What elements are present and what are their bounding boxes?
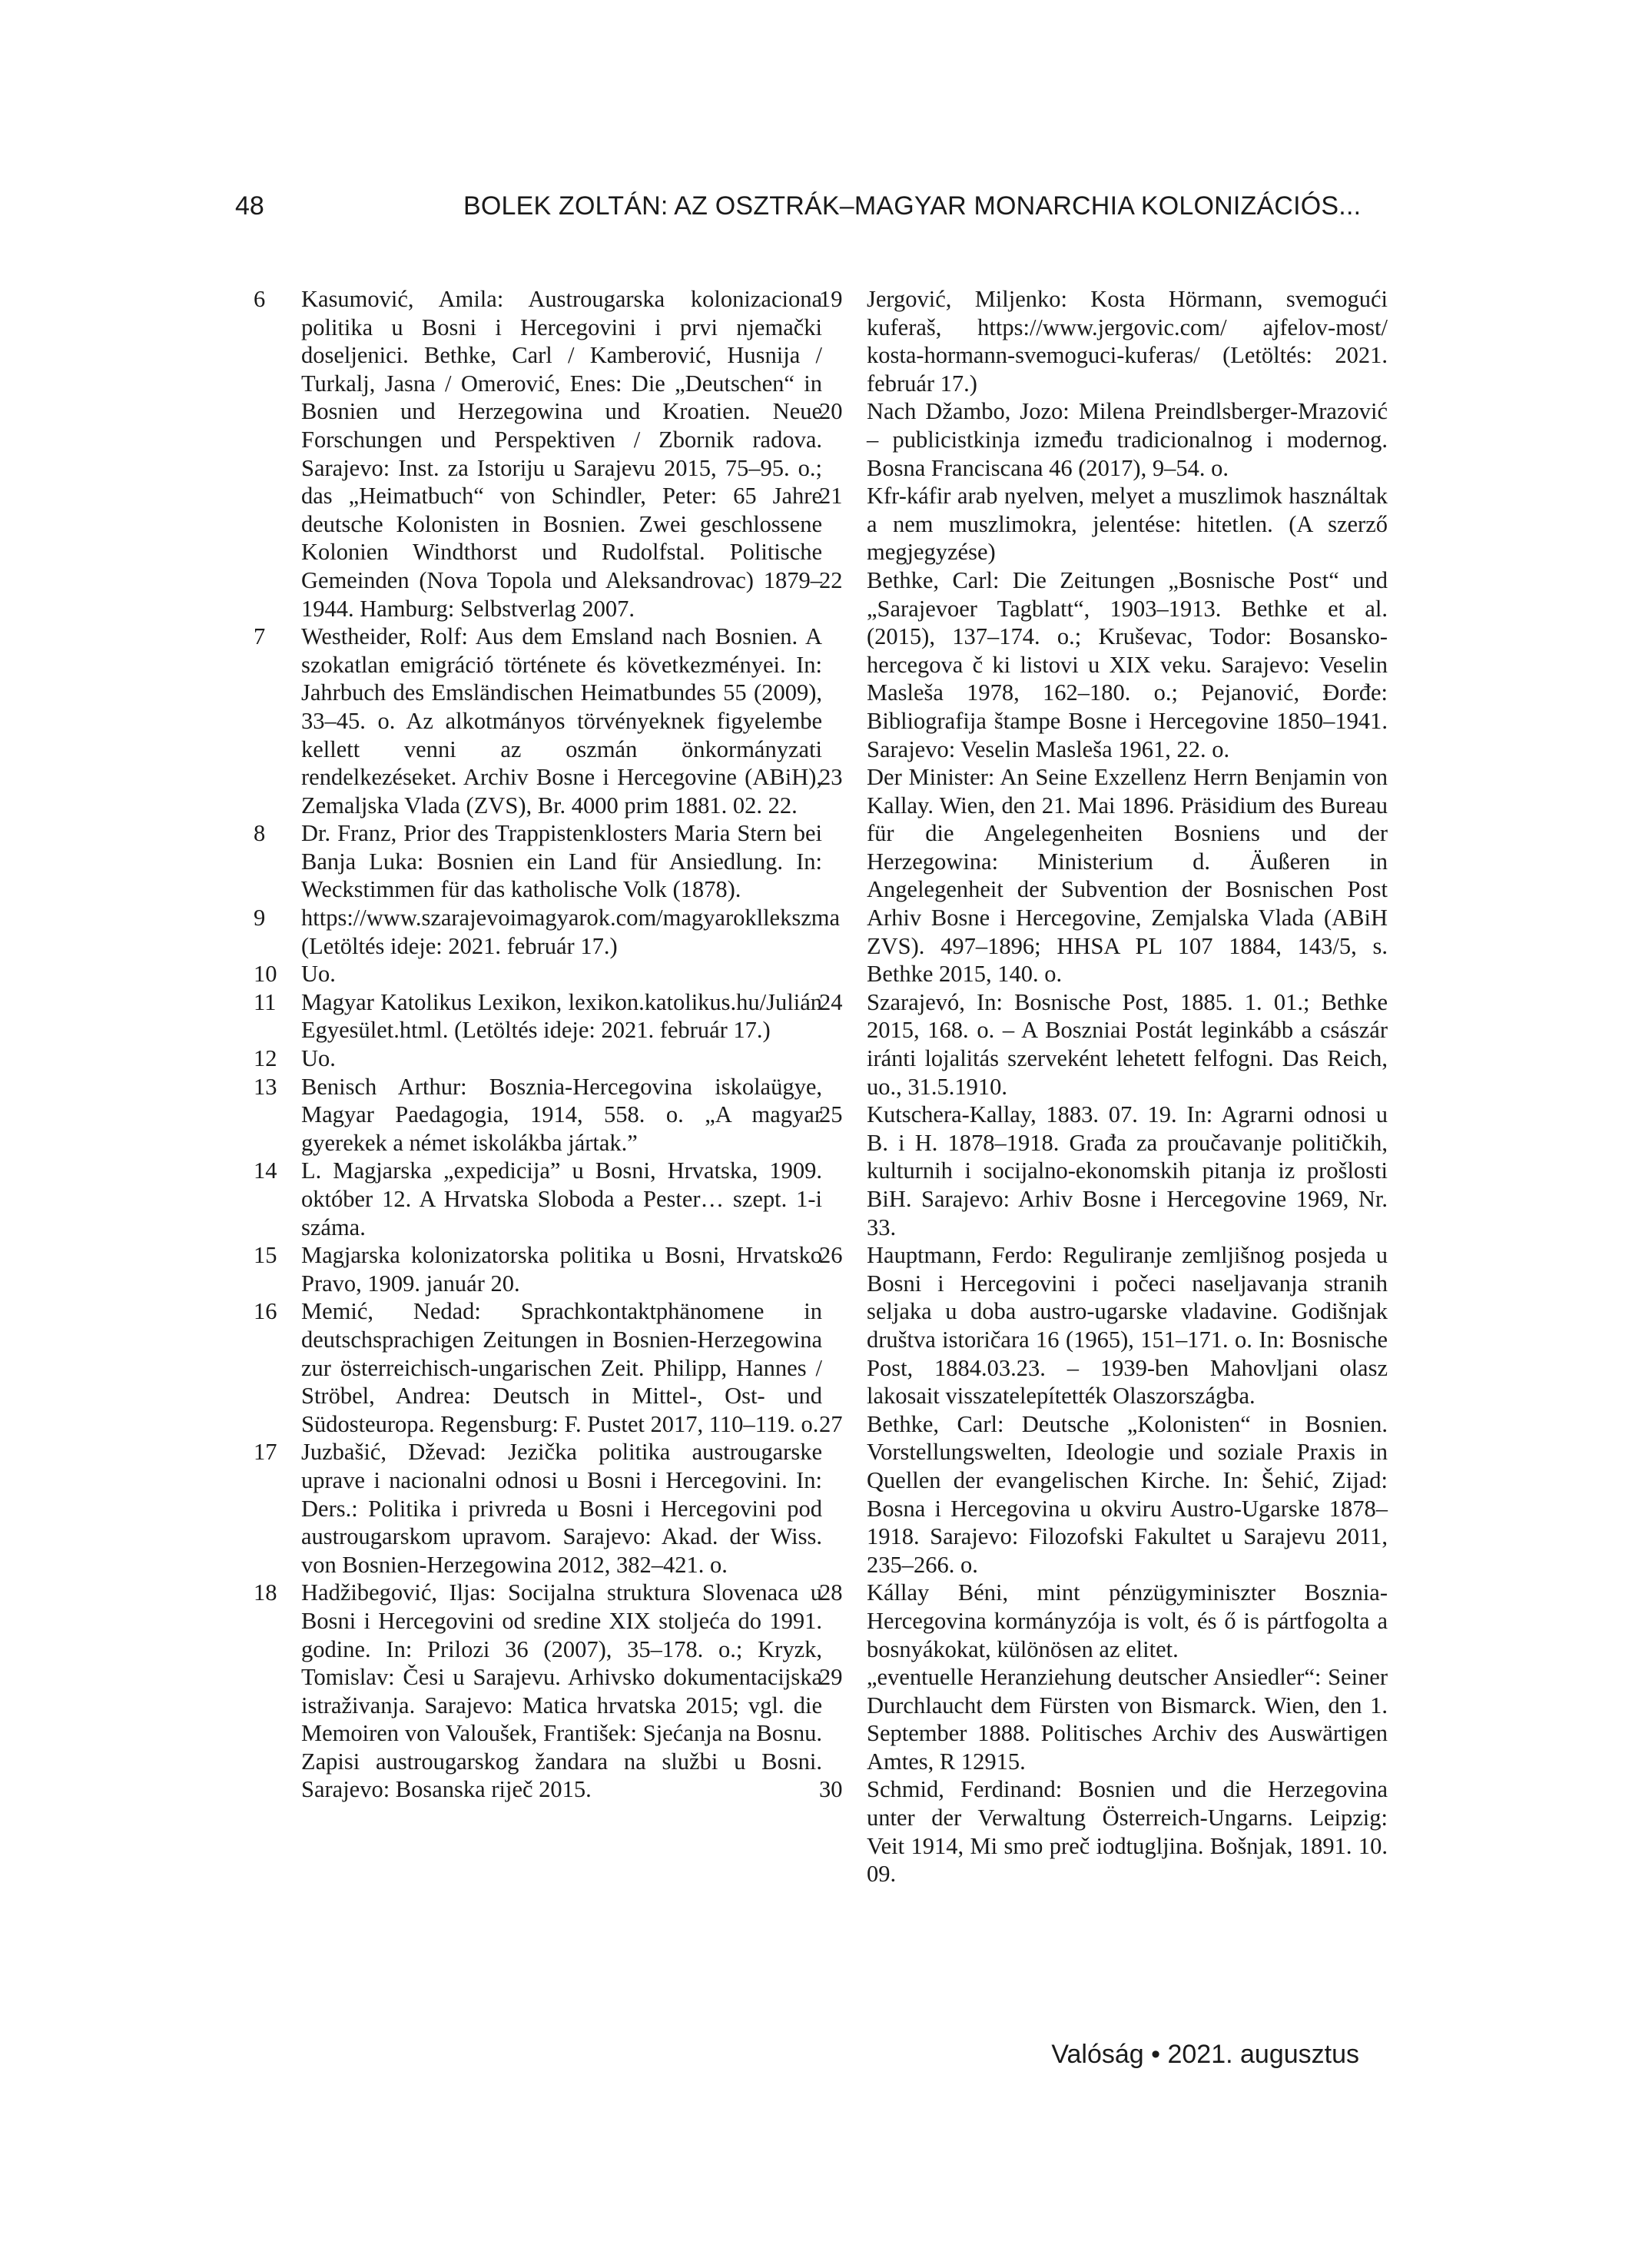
footnote-text: Uo. [301,1045,336,1072]
footnote-number: 27 [819,1410,843,1437]
footnote-number: 19 [819,286,843,312]
footnote [254,1241,899,1297]
footnote-text: Uo. [301,961,336,988]
footnote-number: 11 [254,988,277,1015]
footnote [254,1579,899,1804]
footnote-text: Der Minister: An Seine Exzellenz Herrn Benjamin von Kallay. Wien, den 21. Mai 1896. Präsidium des Bureau für die Angelegenheiten Bosniens und der Herzegowina: Ministerium d. Äußeren in Angelegenheit der Subvention der Bosnischen Post Arhiv Bosne i Hercegovine, Zemjalska Vlada (ABiH ZVS). 497–1896; HHSA PL 107 1884, 143/5, s. Bethke 2015, 140. o. [867,764,1388,988]
footnote-number: 14 [254,1157,277,1184]
footnote-text: Magjarska kolonizatorska politika u Bosni, Hrvatsko Pravo, 1909. január 20. [301,1242,822,1297]
journal-footer: Valóság • 2021. augusztus [1051,2040,1359,2069]
footnote-number: 17 [254,1439,277,1466]
footnote-text: Jergović, Miljenko: Kosta Hörmann, svemogući kuferaš, https://www.jergovic.com/ ajfelov-most/ kosta-hormann-svemoguci-kuferas/ (Letöltés: 2021. február 17.) [867,286,1388,397]
footnote-number: 23 [819,764,843,791]
footnote-number: 28 [819,1579,843,1606]
footnote [819,1663,1464,1775]
footnote [819,1775,1464,1888]
footnote-number: 6 [254,286,266,312]
footnote-number: 9 [254,905,266,931]
footnote-text: Hadžibegović, Iljas: Socijalna struktura Slovenaca u Bosni i Hercegovini od sredine XIX stoljeća do 1991. godine. In: Prilozi 36 (2007), 35–178. o.; Kryzk, Tomislav: Česi u Sarajevu. Arhivsko dokumentacijska istraživanja. Sarajevo: Matica hrvatska 2015; vgl. die Memoiren von Valoušek, František: Sjećanja na Bosnu. Zapisi austrougarskog žandara na službi u Bosni. Sarajevo: Bosanska riječ 2015. [301,1579,822,1803]
footnote-number: 30 [819,1776,843,1803]
footnote [254,623,899,819]
footnote [254,1157,899,1241]
footnote-text: Kfr-káfir arab nyelven, melyet a muszlimok használtak a nem muszlimokra, jelentése: hitetlen. (A szerző megjegyzése) [867,483,1388,566]
footnote [254,1073,899,1157]
footnote-text: L. Magjarska „expedicija” u Bosni, Hrvatska, 1909. október 12. A Hrvatska Sloboda a Pester… szept. 1-i száma. [301,1157,822,1240]
footnote-number: 21 [819,483,843,510]
footnote-text: Westheider, Rolf: Aus dem Emsland nach Bosnien. A szokatlan emigráció története és következményei. In: Jahrbuch des Emsländischen Heimatbundes 55 (2009), 33–45. o. Az alkotmányos törvényeknek figyelembe kellett venni az oszmán önkormányzati rendelkezéseket. Archiv Bosne i Hercegovine (ABiH), Zemaljska Vlada (ZVS), Br. 4000 prim 1881. 02. 22. [301,623,822,819]
footnote [819,397,1464,482]
footnote-text: Benisch Arthur: Bosznia-Hercegovina iskolaügye, Magyar Paedagogia, 1914, 558. o. „A magyar gyerekek a német iskolákba jártak.” [301,1073,822,1156]
footnote-text: Bethke, Carl: Die Zeitungen „Bosnische Post“ und „Sarajevoer Tagblatt“, 1903–1913. Bethke et al. (2015), 137–174. o.; Kruševac, Todor: Bosansko-hercegova č ki listovi u XIX veku. Sarajevo: Veselin Masleša 1978, 162–180. o.; Pejanović, Đorđe: Bibliografija štampe Bosne i Hercegovine 1850–1941. Sarajevo: Veselin Masleša 1961, 22. o. [867,566,1388,762]
footnote [819,988,1464,1101]
footnote [819,1241,1464,1410]
footnote-text: https://www.szarajevoimagyarok.com/magyarokllekszma (Letöltés ideje: 2021. február 17.) [301,905,841,959]
footnote-text: Dr. Franz, Prior des Trappistenklosters Maria Stern bei Banja Luka: Bosnien ein Land für Ansiedlung. In: Weckstimmen für das katholische Volk (1878). [301,820,822,903]
footnote-number: 12 [254,1045,277,1072]
footnote-number: 16 [254,1298,277,1325]
footnotes-right-column [819,285,1464,1888]
footnote [254,285,899,623]
footnote-text: Memić, Nedad: Sprachkontaktphänomene in deutschsprachigen Zeitungen in Bosnien-Herzegowina zur österreichisch-ungarischen Zeit. Philipp, Hannes / Ströbel, Andrea: Deutsch in Mittel-, Ost- und Südosteuropa. Regensburg: F. Pustet 2017, 110–119. o. [301,1298,822,1437]
footnote-text: Kutschera-Kallay, 1883. 07. 19. In: Agrarni odnosi u B. i H. 1878–1918. Građa za proučavanje političkih, kulturnih i socijalno-ekonomskih pitanja iz prošlosti BiH. Sarajevo: Arhiv Bosne i Hercegovine 1969, Nr. 33. [867,1101,1388,1240]
footnote-number: 13 [254,1073,277,1100]
footnote [254,904,899,960]
footnote [254,1438,899,1579]
footnote-number: 18 [254,1579,277,1606]
footnote-text: Kállay Béni, mint pénzügyminiszter Bosznia-Hercegovina kormányzója is volt, és ő is pártfogolta a bosnyákokat, különösen az elitet. [867,1579,1388,1662]
footnote [819,482,1464,566]
footnote [819,1579,1464,1663]
footnote [254,1297,899,1438]
footnote [254,960,899,988]
footnote [819,566,1464,763]
footnote-text: Schmid, Ferdinand: Bosnien und die Herzegovina unter der Verwaltung Österreich-Ungarns. Leipzig: Veit 1914, Mi smo preč iodtugljina. Bošnjak, 1891. 10. 09. [867,1776,1388,1888]
running-head: BOLEK ZOLTÁN: AZ OSZTRÁK–MAGYAR MONARCHIA KOLONIZÁCIÓS... [463,191,1362,221]
footnote-text: Nach Džambo, Jozo: Milena Preindlsberger-Mrazović – publicistkinja između tradicionalnog i modernog. Bosna Franciscana 46 (2017), 9–54. o. [867,398,1388,481]
footnote-number: 20 [819,398,843,425]
footnote [254,988,899,1044]
footnote-text: Szarajevó, In: Bosnische Post, 1885. 1. 01.; Bethke 2015, 168. o. – A Boszniai Postát leginkább a császár iránti lojalitás szerveként lehetett felfogni. Das Reich, uo., 31.5.1910. [867,988,1388,1100]
footnote-number: 29 [819,1664,843,1691]
footnote-text: Magyar Katolikus Lexikon, lexikon.katolikus.hu/Julián Egyesület.html. (Letöltés ideje: 2021. február 17.) [301,988,822,1044]
footnote-text: Kasumović, Amila: Austrougarska kolonizaciona politika u Bosni i Hercegovini i prvi njemački doseljenici. Bethke, Carl / Kamberović, Husnija / Turkalj, Jasna / Omerović, Enes: Die „Deutschen“ in Bosnien und Herzegowina und Kroatien. Neue Forschungen und Perspektiven / Zbornik radova. Sarajevo: Inst. za Istoriju u Sarajevu 2015, 75–95. o.; das „Heimatbuch“ von Schindler, Peter: 65 Jahre deutsche Kolonisten in Bosnien. Zwei geschlossene Kolonien Windthorst und Rudolfstal. Politische Gemeinden (Nova Topola und Aleksandrovac) 1879–1944. Hamburg: Selbstverlag 2007. [301,286,822,622]
footnote-number: 10 [254,961,277,988]
footnote [254,1044,899,1073]
footnote [819,1101,1464,1241]
footnote-number: 7 [254,623,266,650]
footnote-text: „eventuelle Heranziehung deutscher Ansiedler“: Seiner Durchlaucht dem Fürsten von Bismarck. Wien, den 1. September 1888. Politisches Archiv des Auswärtigen Amtes, R 12915. [867,1664,1388,1775]
footnotes-left-column [254,285,899,1804]
footnote-number: 24 [819,988,843,1015]
footnote [254,819,899,904]
footnote-text: Bethke, Carl: Deutsche „Kolonisten“ in Bosnien. Vorstellungswelten, Ideologie und soziale Praxis in Quellen der evangelischen Kirche. In: Šehić, Zijad: Bosna i Hercegovina u okviru Austro-Ugarske 1878–1918. Sarajevo: Filozofski Fakultet u Sarajevu 2011, 235–266. o. [867,1410,1388,1578]
footnote-text: Hauptmann, Ferdo: Reguliranje zemljišnog posjeda u Bosni i Hercegovini i počeci naseljavanja stranih seljaka u doba austro-ugarske vladavine. Godišnjak društva istoričara 16 (1965), 151–171. o. In: Bosnische Post, 1884.03.23. – 1939-ben Mahovljani olasz lakosait visszatelepítették Olaszországba. [867,1242,1388,1410]
footnote-number: 15 [254,1242,277,1269]
footnote [819,285,1464,397]
footnote-text: Juzbašić, Dževad: Jezička politika austrougarske uprave i nacionalni odnosi u Bosni i Hercegovini. In: Ders.: Politika i privreda u Bosni i Hercegovini pod austrougarskom upravom. Sarajevo: Akad. der Wiss. von Bosnien-Herzegowina 2012, 382–421. o. [301,1439,822,1578]
footnote [819,763,1464,988]
footnote-number: 26 [819,1242,843,1269]
footnote-number: 8 [254,820,266,847]
page-number: 48 [235,191,264,221]
footnote-number: 22 [819,566,843,593]
footnote [819,1410,1464,1579]
footnote-number: 25 [819,1101,843,1128]
